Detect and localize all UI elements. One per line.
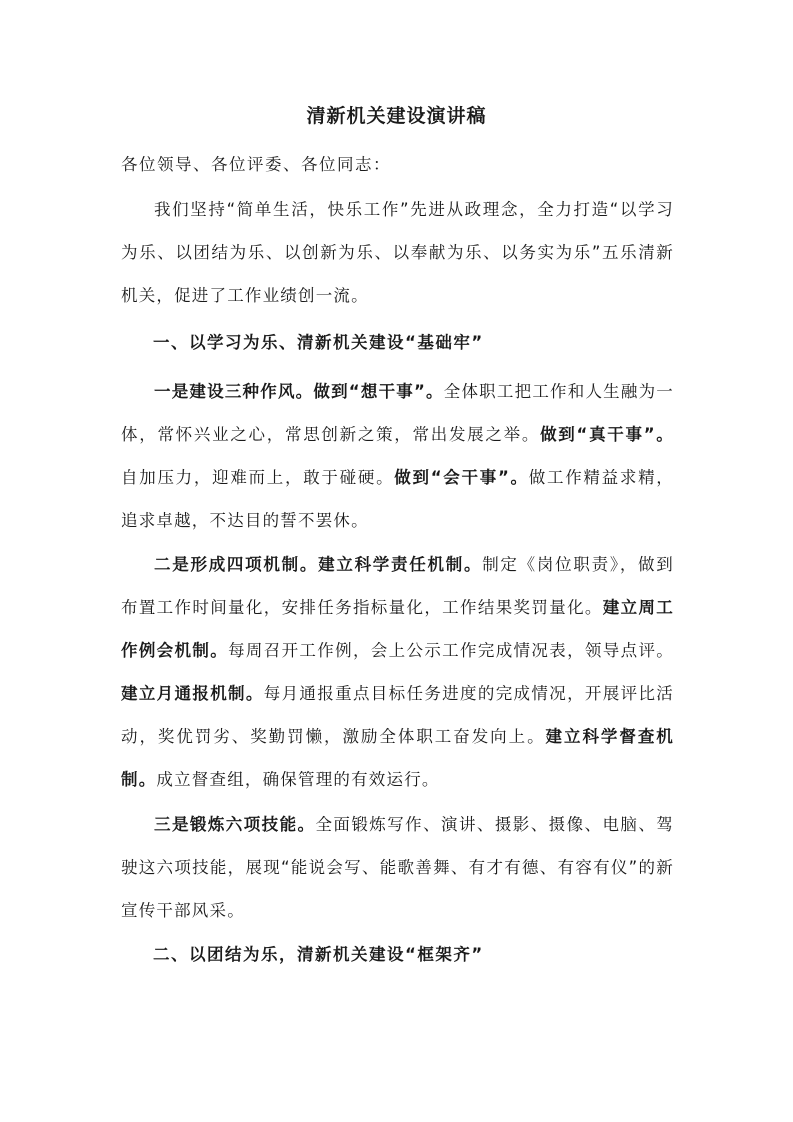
paragraph-text: 每月通报重点目标任务进度的完成情况，开展评比活动，奖优罚劣、奖勤罚懒，激励全体职工奋发向上。: [121, 684, 674, 746]
paragraph-text: 全面锻炼写作、演讲、摄影、摄像、电脑、驾驶这六项技能，展现“能说会写、能歌善舞、有才有德、有容有仪”的新宣传干部风采。: [121, 815, 674, 920]
paragraph-text: 每周召开工作例，会上公示工作完成情况表，领导点评。: [228, 641, 674, 660]
paragraph-emphasis: 做到“真干事”。: [540, 425, 674, 444]
paragraph-text: 做工作精益求精，追求卓越，不达目的誓不罢休。: [121, 468, 674, 530]
salutation: 各位领导、各位评委、各位同志：: [121, 155, 391, 174]
paragraph-four-mechanisms: [121, 543, 674, 801]
paragraph-emphasis: 建立科学督查机制。: [121, 727, 674, 789]
section-heading-2: 二、以团结为乐，清新机关建设“框架齐”: [153, 945, 484, 964]
paragraph-text: 成立督查组，确保管理的有效运行。: [156, 770, 440, 789]
paragraph-text: 全体职工把工作和人生融为一体，常怀兴业之心，常思创新之策，常出发展之举。: [121, 382, 674, 444]
section-heading-1: 一、以学习为乐、清新机关建设“基础牢”: [153, 333, 484, 352]
intro-paragraph: 我们坚持“简单生活，快乐工作”先进从政理念，全力打造“以学习为乐、以团结为乐、以创新为乐、以奉献为乐、以务实为乐”五乐清新机关，促进了工作业绩创一流。: [121, 200, 674, 305]
paragraph-lead: 二是形成四项机制。建立科学责任机制。: [154, 555, 483, 574]
paragraph-lead: 三是锻炼六项技能。: [154, 815, 316, 834]
paragraph-text: 自加压力，迎难而上，敢于碰硬。: [121, 468, 395, 487]
document-title: 清新机关建设演讲稿: [306, 105, 487, 127]
paragraph-three-styles: [121, 370, 674, 542]
paragraph-six-skills: [121, 803, 674, 932]
paragraph-text: 制定《岗位职责》，做到布置工作时间量化，安排任务指标量化，工作结果奖罚量化。: [121, 555, 674, 617]
paragraph-lead: 一是建设三种作风。做到“想干事”。: [154, 382, 444, 401]
paragraph-emphasis: 建立月通报机制。: [121, 684, 264, 703]
paragraph-emphasis: 做到“会干事”。: [394, 468, 529, 487]
paragraph-emphasis: 建立周工作例会机制。: [121, 598, 674, 660]
